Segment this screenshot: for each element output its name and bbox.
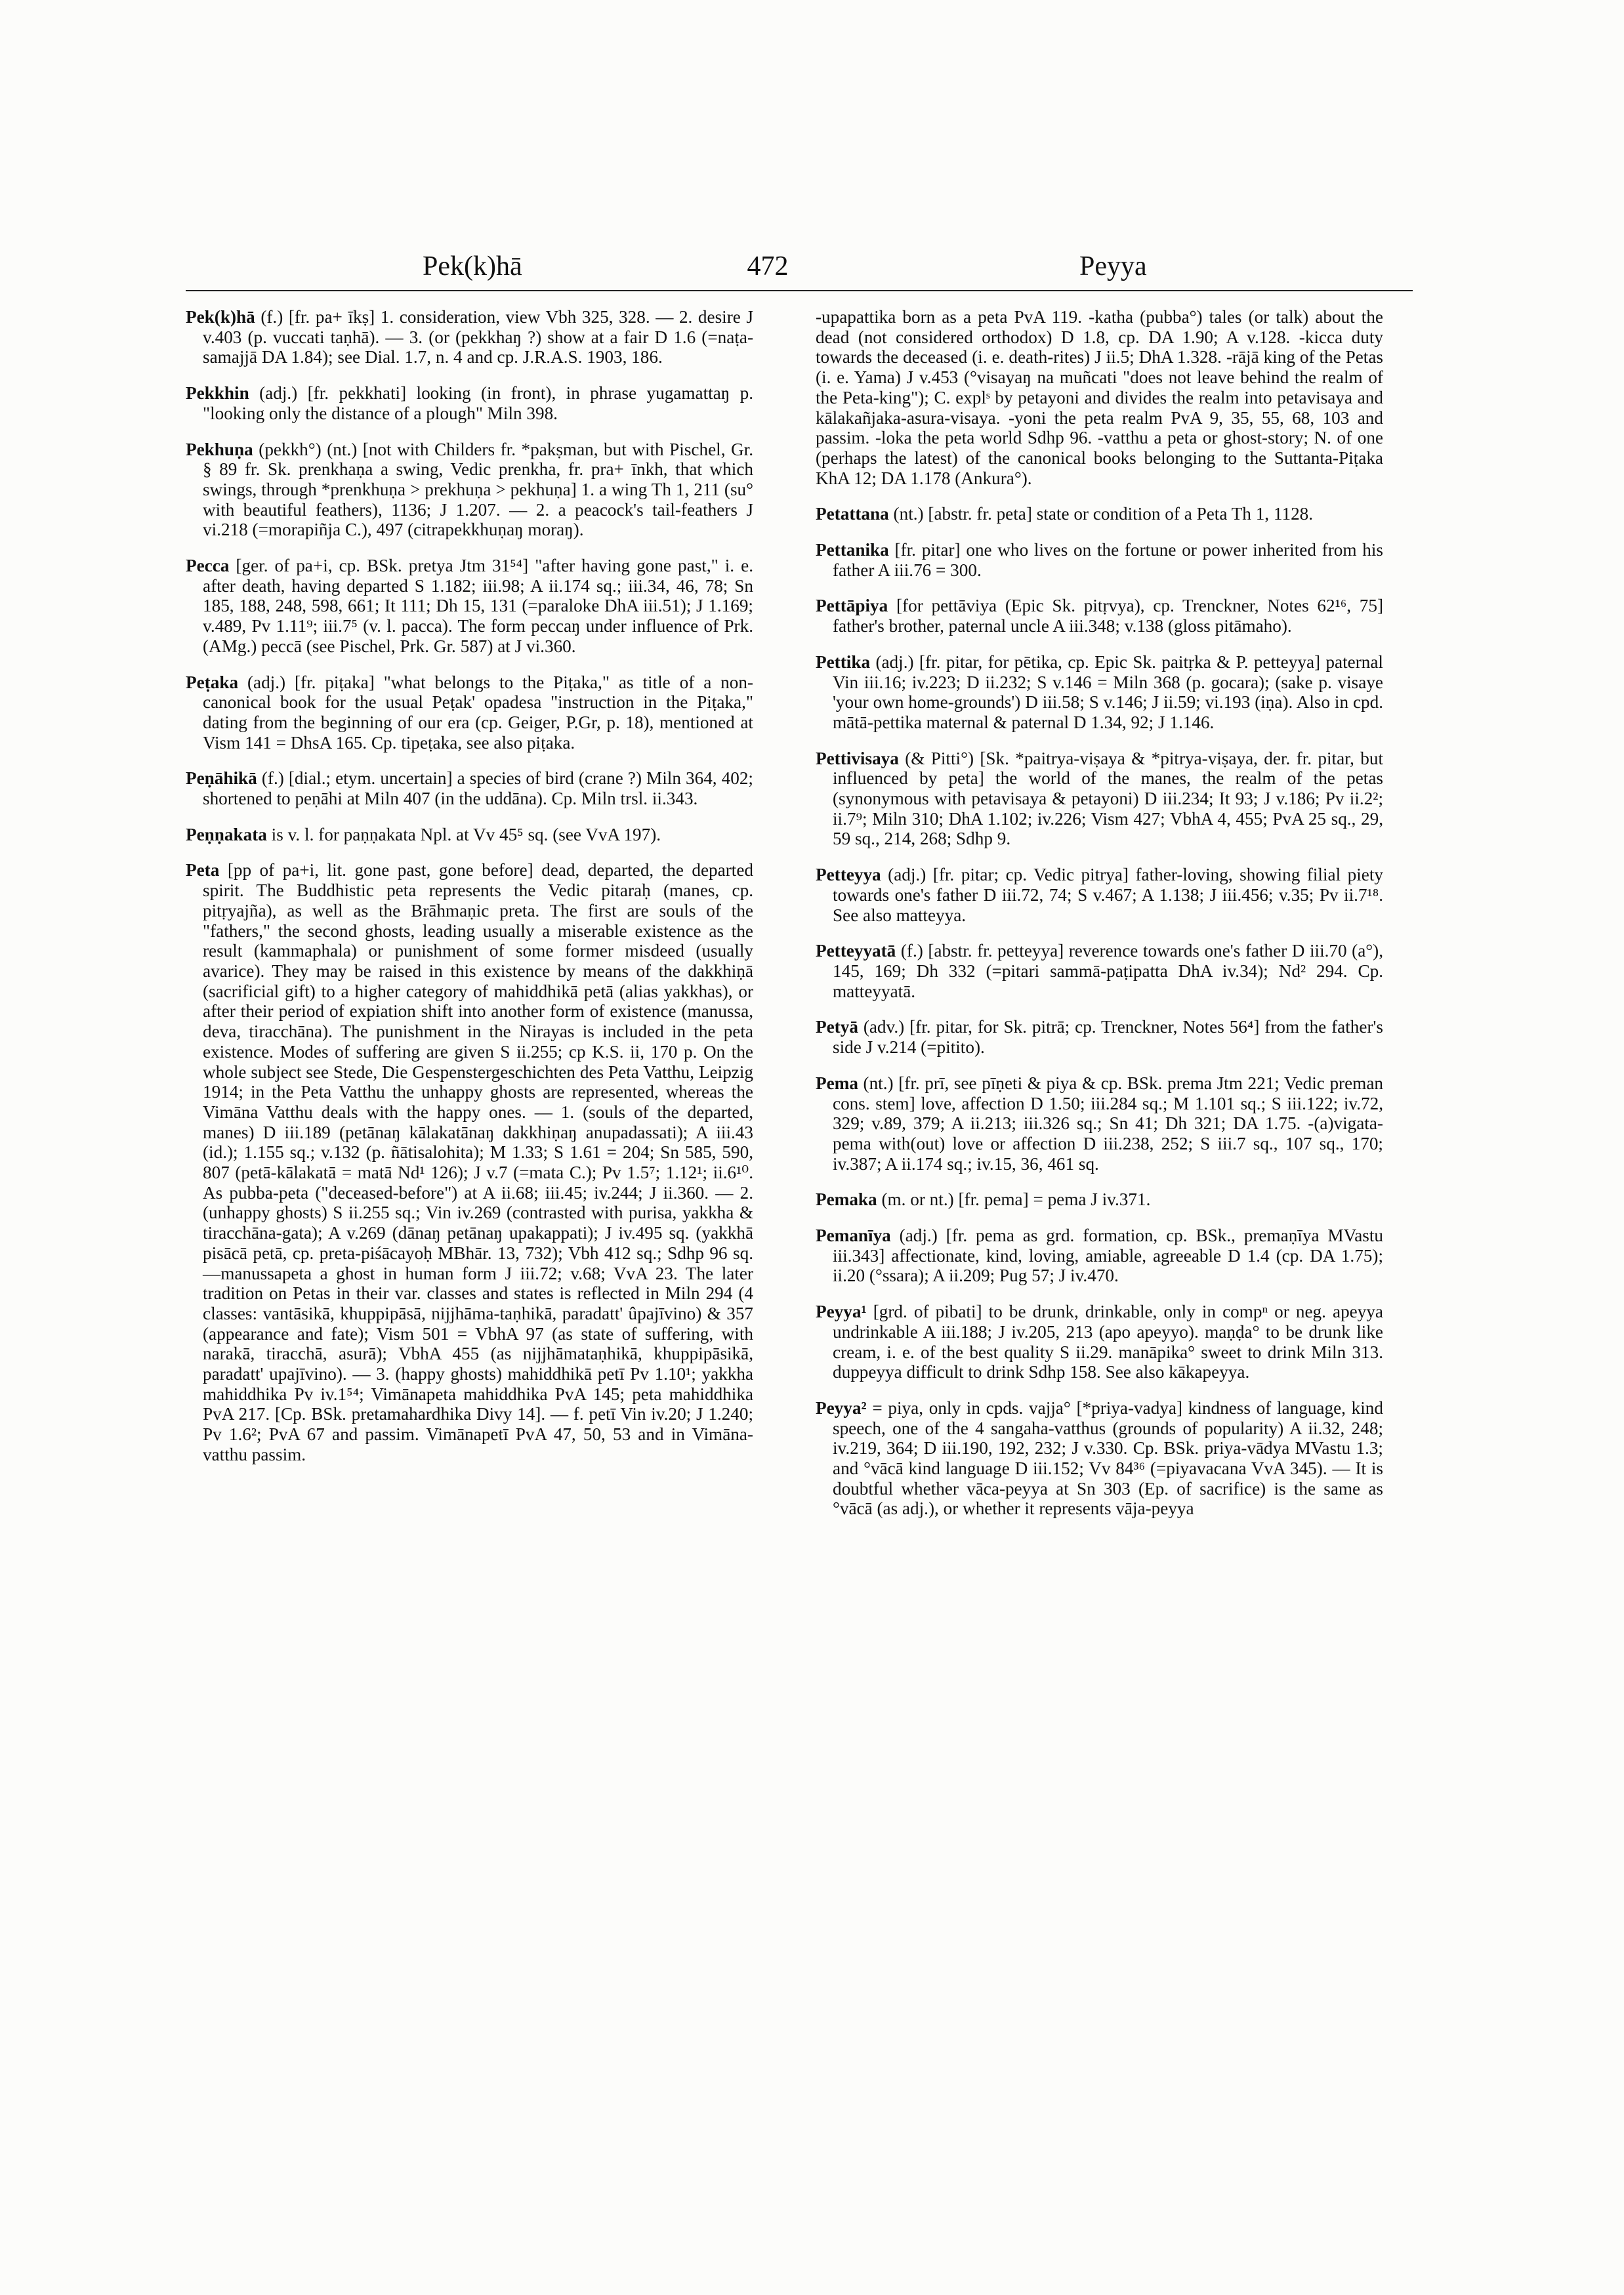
dictionary-entry	[816, 865, 1383, 925]
entry-headword: Petteyya	[816, 865, 881, 885]
entry-text: (adv.) [fr. pitar, for Sk. pitrā; cp. Trenckner, Notes 56⁴] from the father's side J v.214 (=pitito).	[833, 1017, 1383, 1058]
dictionary-entry	[186, 307, 753, 367]
entry-text: (m. or nt.) [fr. pema] = pema J iv.371.	[877, 1189, 1151, 1210]
entry-headword: Petyā	[816, 1017, 858, 1037]
entry-text: [for pettāviya (Epic Sk. pitṛvya), cp. Trenckner, Notes 62¹⁶, 75] father's brother, paternal uncle A iii.348; v.138 (gloss pitāmaho).	[833, 596, 1383, 636]
entry-headword: Peṭaka	[186, 672, 239, 692]
entry-text: (nt.) [abstr. fr. peta] state or condition of a Peta Th 1, 1128.	[888, 504, 1314, 524]
dictionary-entry	[186, 383, 753, 423]
entry-text: (adj.) [fr. pitar, for pētika, cp. Epic Sk. paitṛka & P. petteyya] paternal Vin iii.16; iv.223; D ii.232; S v.146 = Miln 368 (p. gocara); (sake p. visaye 'your own home-grounds') D iii.58; S v.146; J ii.59; vi.193 (iṇa). Also in cpd. mātā-pettika maternal & paternal D 1.34, 92; J 1.146.	[833, 651, 1383, 732]
dictionary-entry	[816, 1398, 1383, 1519]
dictionary-entry	[816, 1302, 1383, 1382]
dictionary-entry	[816, 1073, 1383, 1174]
dictionary-entry	[816, 504, 1383, 524]
dictionary-entry	[816, 1226, 1383, 1286]
entry-text: = piya, only in cpds. vajja° [*priya-vadya] kindness of language, kind speech, one of the 4 sangaha-vatthus (grounds of popularity) A ii.32, 248; iv.219, 364; D iii.190, 192, 232; J v.330. Cp. BSk. priya-vādya MVastu 1.3; and °vācā kind language D iii.152; Vv 84³⁶ (=piyavacana VvA 345). — It is doubtful whether vāca-peyya at Sn 303 (Ep. of sacrifice) is the same as °vācā (as adj.), or whether it represents vāja-peyya	[833, 1397, 1383, 1519]
entry-headword: Pekhuṇa	[186, 439, 253, 459]
entry-headword: Peyya¹	[816, 1302, 867, 1322]
running-head-left: Pek(k)hā	[423, 251, 522, 281]
entry-text: [fr. pitar] one who lives on the fortune or power inherited from his father A iii.76 = 300.	[833, 540, 1383, 580]
dictionary-entry	[816, 307, 1383, 488]
entry-headword: Pettanika	[816, 540, 889, 560]
entry-headword: Pekkhin	[186, 383, 249, 403]
entry-text: (f.) [fr. pa+ īkṣ] 1. consideration, view Vbh 325, 328. — 2. desire J v.403 (p. vuccati taṇhā). — 3. (or (pekkhaŋ ?) show at a fair D 1.6 (=naṭa-samajjā DA 1.84); see Dial. 1.7, n. 4 and cp. J.R.A.S. 1903, 186.	[203, 307, 753, 367]
header-rule	[186, 290, 1413, 291]
entry-text: [grd. of pibati] to be drunk, drinkable, only in compⁿ or neg. apeyya undrinkable A iii.188; J iv.205, 213 (apo apeyyo). maṇḍa° to be drunk like cream, i. e. of the best quality S ii.29. manāpika° sweet to drink Miln 313. duppeyya difficult to drink Sdhp 158. See also kākapeyya.	[833, 1302, 1383, 1382]
entry-text: [ger. of pa+i, cp. BSk. pretya Jtm 31⁵⁴] "after having gone past," i. e. after death, having departed S 1.182; iii.98; A ii.174 sq.; iii.34, 46, 78; Sn 185, 188, 248, 598, 661; It 111; Dh 15, 131 (=paraloke DhA iii.51); J 1.169; v.489, Pv 1.11⁹; iii.7⁵ (v. l. pacca). The form peccaŋ under influence of Prk. (AMg.) peccā (see Pischel, Prk. Gr. 587) at J vi.360.	[203, 556, 753, 656]
entry-headword: Pemaka	[816, 1189, 877, 1210]
left-column	[186, 307, 753, 1481]
dictionary-entry	[186, 768, 753, 808]
entry-text: [pp of pa+i, lit. gone past, gone before] dead, departed, the departed spirit. The Buddhistic peta represents the Vedic pitaraḥ (manes, cp. pitṛyajña), as well as the Brāhmaṇic preta. The first are souls of the "fathers," the second ghosts, leading usually a miserable existence as the result (kammaphala) or punishment of some former misdeed (usually avarice). They may be raised in this existence by means of the dakkhiṇā (sacrificial gift) to a higher category of mahiddhikā petā (alias yakkhas), or after their period of expiation shift into another form of existence (manussa, deva, tiracchāna). The punishment in the Nirayas is included in the peta existence. Modes of suffering are given S ii.255; cp K.S. ii, 170 p. On the whole subject see Stede, Die Gespenstergeschichten des Peta Vatthu, Leipzig 1914; in the Peta Vatthu the unhappy ghosts are represented, whereas the Vimāna Vatthu deals with the happy ones. — 1. (souls of the departed, manes) D iii.189 (petānaŋ kālakatānaŋ dakkhiṇaŋ anupadassati); A iii.43 (id.); 1.155 sq.; v.132 (p. ñātisalohita); M 1.33; S 1.61 = 204; Sn 585, 590, 807 (petā-kālakatā = matā Nd¹ 126); J v.7 (=mata C.); Pv 1.5⁷; 1.12¹; ii.6¹⁰. As pubba-peta ("deceased-before") at A ii.68; iii.45; iv.244; J ii.360. — 2. (unhappy ghosts) S ii.255 sq.; Vin iv.269 (contrasted with purisa, yakkha & tiracchāna-gata); A v.269 (dānaŋ petānaŋ upakappati); J iv.495 sq. (yakkhā pisācā petā, cp. preta-piśācayoḥ MBhār. 13, 732); Vbh 412 sq.; Sdhp 96 sq. —manussapeta a ghost in human form J iii.72; v.68; VvA 23. The later tradition on Petas in their var. classes and states is reflected in Miln 294 (4 classes: vantāsikā, khuppipāsā, nijjhāma-taṇhikā, paradatt' ûpajīvino) & 357 (appearance and fate); Vism 501 = VbhA 97 (as state of suffering, with narakā, tiracchā, asurā); VbhA 455 (as nijjhāmataṇhikā, khuppipāsikā, paradatt' upajīvino). — 3. (happy ghosts) mahiddhikā petī Pv 1.10¹; yakkha mahiddhika Pv iv.1⁵⁴; Vimānapeta mahiddhika PvA 145; peta mahiddhika PvA 217. [Cp. BSk. pretamahardhika Divy 14]. — f. petī Vin iv.20; J 1.240; Pv 1.6²; PvA 67 and passim. Vimānapetī PvA 47, 50, 53 and in Vimāna-vatthu passim.	[203, 860, 753, 1464]
entry-headword: Pecca	[186, 556, 230, 576]
entry-headword: Pettivisaya	[816, 748, 899, 768]
page-number: 472	[747, 251, 789, 281]
entry-text: (& Pitti°) [Sk. *paitrya-viṣaya & *pitrya-viṣaya, der. fr. pitar, but influenced by peta] the world of the manes, the realm of the petas (synonymous with petavisaya & petayoni) D iii.234; It 93; J v.186; Pv ii.2²; ii.7⁹; Miln 310; DhA 1.102; iv.226; Vism 427; VbhA 4, 455; PvA 25 sq., 29, 59 sq., 214, 268; Sdhp 9.	[833, 748, 1383, 849]
running-head-right: Peyya	[1079, 251, 1147, 281]
entry-text: (nt.) [fr. prī, see pīṇeti & piya & cp. BSk. prema Jtm 221; Vedic preman cons. stem] love, affection D 1.50; iii.284 sq.; M 1.101 sq.; S iii.122; iv.72, 329; v.89, 379; A ii.213; iii.326 sq.; Sn 41; Dh 321; DA 1.75. -(a)vigata-pema with(out) love or affection D iii.238, 252; S iii.7 sq., 107 sq., 170; iv.387; A ii.174 sq.; iv.15, 36, 461 sq.	[833, 1073, 1383, 1174]
entry-headword: Pettika	[816, 651, 871, 672]
dictionary-entry	[816, 540, 1383, 580]
dictionary-entry	[816, 596, 1383, 636]
entry-text: (adj.) [fr. piṭaka] "what belongs to the Piṭaka," as title of a non-canonical book for the usual Peṭak' opadesa "instruction in the Piṭaka," dating from the beginning of our era (cp. Geiger, P.Gr, p. 18), mentioned at Vism 141 = DhsA 165. Cp. tipeṭaka, see also piṭaka.	[203, 672, 753, 753]
entry-text: (f.) [abstr. fr. petteyya] reverence towards one's father D iii.70 (a°), 145, 169; Dh 332 (=pitari sammā-paṭipatta DhA iv.34); Nd² 294. Cp. matteyyatā.	[833, 941, 1383, 1001]
entry-headword: Pek(k)hā	[186, 307, 255, 327]
entry-text: (adj.) [fr. pekkhati] looking (in front), in phrase yugamattaŋ p. "looking only the distance of a plough" Miln 398.	[203, 383, 753, 423]
entry-headword: Pema	[816, 1073, 858, 1093]
dictionary-entry	[186, 825, 753, 845]
entry-text: is v. l. for paṇṇakata Npl. at Vv 45⁵ sq. (see VvA 197).	[266, 824, 661, 844]
entry-headword: Peṇāhikā	[186, 768, 257, 789]
dictionary-entry	[816, 749, 1383, 850]
entry-headword: Petteyyatā	[816, 941, 896, 961]
entry-text: (pekkh°) (nt.) [not with Childers fr. *pakṣman, but with Pischel, Gr. § 89 fr. Sk. prenkhaṇa a swing, Vedic prenkha, fr. pra+ īnkh, that which swings, through *prenkhuṇa > prekhuṇa > pekhuṇa] 1. a wing Th 1, 211 (su° with beautiful feathers), 1136; J 1.207. — 2. a peacock's tail-feathers J vi.218 (=morapiñja C.), 497 (citrapekkhuṇaŋ moraŋ).	[203, 439, 753, 540]
entry-headword: Pemanīya	[816, 1226, 891, 1246]
dictionary-entry	[816, 1017, 1383, 1057]
dictionary-entry	[816, 1189, 1383, 1210]
dictionary-entry	[816, 652, 1383, 733]
entry-headword: Peyya²	[816, 1397, 867, 1418]
entry-text: (adj.) [fr. pema as grd. formation, cp. BSk., premaṇīya MVastu iii.343] affectionate, kind, loving, amiable, agreeable D 1.4 (cp. DA 1.75); ii.20 (°ssara); A ii.209; Pug 57; J iv.470.	[833, 1226, 1383, 1286]
dictionary-entry	[186, 440, 753, 541]
entry-headword: Pettāpiya	[816, 596, 888, 616]
dictionary-entry	[186, 556, 753, 657]
entry-text: -upapattika born as a peta PvA 119. -katha (pubba°) tales (or talk) about the dead (not considered orthodox) D 1.8, cp. DA 1.90; A v.128. -kicca duty towards the deceased (i. e. death-rites) J ii.5; DhA 1.328. -rājā king of the Petas (i. e. Yama) J v.453 (°visayaŋ na muñcati "does not leave behind the realm of the Peta-king"); C. explˢ by petayoni and divides the realm into petavisaya and kālakañjaka-asura-visaya. -yoni the peta realm PvA 9, 35, 55, 68, 103 and passim. -loka the peta world Sdhp 96. -vatthu a peta or ghost-story; N. of one (perhaps the latest) of the canonical books belonging to the Suttanta-Piṭaka KhA 12; DA 1.178 (Ankura°).	[816, 307, 1383, 488]
dictionary-entry	[186, 860, 753, 1464]
dictionary-entry	[186, 672, 753, 753]
entry-headword: Peta	[186, 860, 220, 880]
entry-headword: Petattana	[816, 504, 889, 524]
entry-text: (f.) [dial.; etym. uncertain] a species of bird (crane ?) Miln 364, 402; shortened to peṇāhi at Miln 407 (in the uddāna). Cp. Miln trsl. ii.343.	[203, 768, 753, 809]
entry-text: (adj.) [fr. pitar; cp. Vedic pitrya] father-loving, showing filial piety towards one's father D iii.72, 74; S v.467; A 1.138; J iii.456; v.35; Pv ii.7¹⁸. See also matteyya.	[833, 865, 1383, 925]
right-column	[816, 307, 1383, 1535]
dictionary-entry	[816, 941, 1383, 1001]
entry-headword: Peṇṇakata	[186, 824, 267, 844]
